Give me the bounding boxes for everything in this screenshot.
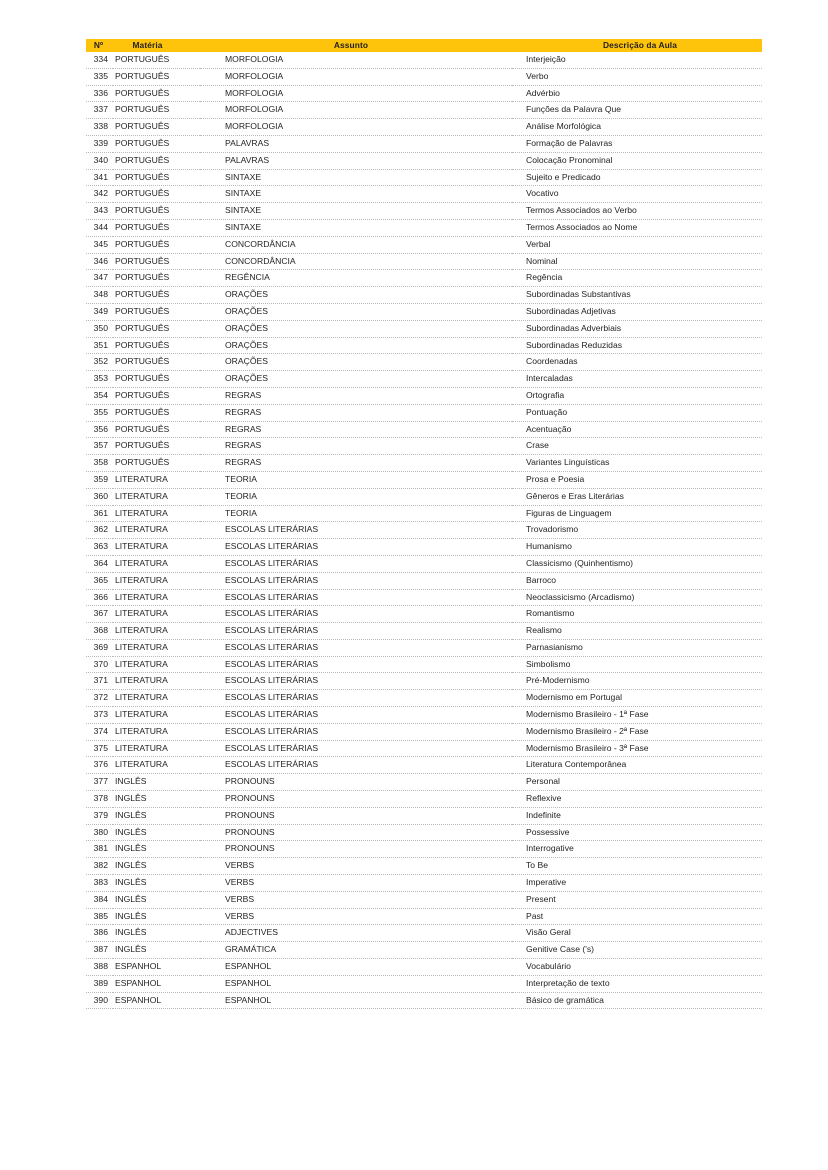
cell-numero: 366: [86, 589, 113, 606]
cell-descricao: Vocabulário: [512, 959, 762, 976]
cell-numero: 353: [86, 371, 113, 388]
table-row: [86, 203, 762, 220]
cell-assunto: ORAÇÕES: [200, 303, 512, 320]
table-row: [86, 623, 762, 640]
cell-materia: INGLÊS: [113, 942, 200, 959]
cell-assunto: ESCOLAS LITERÁRIAS: [200, 572, 512, 589]
cell-numero: 337: [86, 102, 113, 119]
cell-numero: 372: [86, 690, 113, 707]
cell-numero: 370: [86, 656, 113, 673]
cell-numero: 371: [86, 673, 113, 690]
cell-assunto: VERBS: [200, 858, 512, 875]
table-row: [86, 707, 762, 724]
cell-descricao: Neoclassicismo (Arcadismo): [512, 589, 762, 606]
table-row: [86, 690, 762, 707]
cell-assunto: PALAVRAS: [200, 135, 512, 152]
cell-numero: 367: [86, 606, 113, 623]
cell-materia: PORTUGUÊS: [113, 337, 200, 354]
cell-materia: PORTUGUÊS: [113, 186, 200, 203]
cell-assunto: GRAMÁTICA: [200, 942, 512, 959]
cell-assunto: ESCOLAS LITERÁRIAS: [200, 639, 512, 656]
cell-materia: INGLÊS: [113, 925, 200, 942]
cell-numero: 362: [86, 522, 113, 539]
table-row: [86, 875, 762, 892]
table-row: [86, 606, 762, 623]
table-row: [86, 102, 762, 119]
cell-materia: LITERATURA: [113, 539, 200, 556]
cell-materia: LITERATURA: [113, 757, 200, 774]
cell-numero: 346: [86, 253, 113, 270]
table-row: [86, 572, 762, 589]
cell-numero: 390: [86, 992, 113, 1009]
cell-numero: 387: [86, 942, 113, 959]
cell-descricao: Past: [512, 908, 762, 925]
cell-descricao: Regência: [512, 270, 762, 287]
cell-materia: LITERATURA: [113, 639, 200, 656]
column-header-materia: Matéria: [113, 39, 200, 52]
cell-materia: LITERATURA: [113, 522, 200, 539]
cell-descricao: Romantismo: [512, 606, 762, 623]
cell-descricao: Indefinite: [512, 807, 762, 824]
cell-materia: PORTUGUÊS: [113, 270, 200, 287]
cell-assunto: MORFOLOGIA: [200, 85, 512, 102]
cell-assunto: PRONOUNS: [200, 791, 512, 808]
table-row: [86, 270, 762, 287]
cell-descricao: Verbal: [512, 236, 762, 253]
table-row: [86, 555, 762, 572]
cell-materia: PORTUGUÊS: [113, 287, 200, 304]
cell-assunto: SINTAXE: [200, 169, 512, 186]
table-row: [86, 774, 762, 791]
cell-assunto: MORFOLOGIA: [200, 119, 512, 136]
cell-materia: INGLÊS: [113, 774, 200, 791]
table-row: [86, 455, 762, 472]
cell-descricao: Vocativo: [512, 186, 762, 203]
column-header-numero: Nº: [86, 39, 113, 52]
cell-materia: PORTUGUÊS: [113, 421, 200, 438]
cell-descricao: Interpretação de texto: [512, 975, 762, 992]
cell-assunto: ORAÇÕES: [200, 337, 512, 354]
table-row: [86, 387, 762, 404]
cell-materia: PORTUGUÊS: [113, 85, 200, 102]
cell-numero: 385: [86, 908, 113, 925]
cell-descricao: Advérbio: [512, 85, 762, 102]
cell-numero: 344: [86, 219, 113, 236]
cell-numero: 363: [86, 539, 113, 556]
cell-numero: 334: [86, 52, 113, 68]
table-row: [86, 186, 762, 203]
cell-numero: 345: [86, 236, 113, 253]
cell-materia: ESPANHOL: [113, 992, 200, 1009]
cell-materia: LITERATURA: [113, 623, 200, 640]
cell-assunto: PRONOUNS: [200, 824, 512, 841]
cell-numero: 336: [86, 85, 113, 102]
cell-descricao: Modernismo Brasileiro - 3ª Fase: [512, 740, 762, 757]
cell-materia: PORTUGUÊS: [113, 102, 200, 119]
cell-numero: 376: [86, 757, 113, 774]
cell-materia: LITERATURA: [113, 606, 200, 623]
cell-numero: 383: [86, 875, 113, 892]
table-row: [86, 589, 762, 606]
cell-materia: LITERATURA: [113, 471, 200, 488]
cell-descricao: Prosa e Poesia: [512, 471, 762, 488]
cell-numero: 377: [86, 774, 113, 791]
table-row: [86, 371, 762, 388]
cell-assunto: VERBS: [200, 875, 512, 892]
cell-assunto: ESPANHOL: [200, 992, 512, 1009]
cell-materia: INGLÊS: [113, 875, 200, 892]
cell-materia: INGLÊS: [113, 858, 200, 875]
table-header: [86, 39, 762, 52]
cell-descricao: Classicismo (Quinhentismo): [512, 555, 762, 572]
table-row: [86, 824, 762, 841]
cell-numero: 354: [86, 387, 113, 404]
table-row: [86, 471, 762, 488]
table-row: [86, 135, 762, 152]
cell-materia: PORTUGUÊS: [113, 152, 200, 169]
table-row: [86, 303, 762, 320]
cell-materia: LITERATURA: [113, 555, 200, 572]
cell-assunto: ESCOLAS LITERÁRIAS: [200, 707, 512, 724]
table-row: [86, 975, 762, 992]
cell-assunto: SINTAXE: [200, 219, 512, 236]
cell-descricao: Figuras de Linguagem: [512, 505, 762, 522]
cell-assunto: ESCOLAS LITERÁRIAS: [200, 656, 512, 673]
cell-assunto: MORFOLOGIA: [200, 102, 512, 119]
table-header-row: [86, 39, 762, 52]
cell-assunto: MORFOLOGIA: [200, 68, 512, 85]
cell-numero: 386: [86, 925, 113, 942]
cell-materia: ESPANHOL: [113, 975, 200, 992]
cell-descricao: Reflexive: [512, 791, 762, 808]
cell-assunto: TEORIA: [200, 471, 512, 488]
cell-assunto: VERBS: [200, 908, 512, 925]
cell-assunto: PRONOUNS: [200, 807, 512, 824]
cell-descricao: Modernismo Brasileiro - 2ª Fase: [512, 723, 762, 740]
cell-assunto: ADJECTIVES: [200, 925, 512, 942]
cell-numero: 339: [86, 135, 113, 152]
table-row: [86, 925, 762, 942]
cell-materia: LITERATURA: [113, 505, 200, 522]
cell-numero: 373: [86, 707, 113, 724]
cell-descricao: Barroco: [512, 572, 762, 589]
cell-descricao: Subordinadas Substantivas: [512, 287, 762, 304]
cell-descricao: Termos Associados ao Verbo: [512, 203, 762, 220]
cell-numero: 351: [86, 337, 113, 354]
cell-assunto: ORAÇÕES: [200, 320, 512, 337]
cell-descricao: Pontuação: [512, 404, 762, 421]
cell-descricao: Literatura Contemporânea: [512, 757, 762, 774]
cell-numero: 374: [86, 723, 113, 740]
cell-materia: INGLÊS: [113, 841, 200, 858]
cell-numero: 359: [86, 471, 113, 488]
cell-materia: PORTUGUÊS: [113, 320, 200, 337]
cell-assunto: ESCOLAS LITERÁRIAS: [200, 757, 512, 774]
column-header-assunto: Assunto: [200, 39, 512, 52]
cell-descricao: Coordenadas: [512, 354, 762, 371]
cell-materia: PORTUGUÊS: [113, 52, 200, 68]
cell-assunto: ESPANHOL: [200, 975, 512, 992]
cell-descricao: Ortografia: [512, 387, 762, 404]
cell-descricao: Modernismo Brasileiro - 1ª Fase: [512, 707, 762, 724]
table-row: [86, 68, 762, 85]
cell-numero: 350: [86, 320, 113, 337]
cell-descricao: Termos Associados ao Nome: [512, 219, 762, 236]
cell-numero: 340: [86, 152, 113, 169]
cell-assunto: ESCOLAS LITERÁRIAS: [200, 690, 512, 707]
table-row: [86, 85, 762, 102]
cell-assunto: SINTAXE: [200, 186, 512, 203]
table-row: [86, 152, 762, 169]
cell-numero: 349: [86, 303, 113, 320]
cell-assunto: PALAVRAS: [200, 152, 512, 169]
cell-materia: PORTUGUÊS: [113, 438, 200, 455]
cell-assunto: ESCOLAS LITERÁRIAS: [200, 723, 512, 740]
table-row: [86, 438, 762, 455]
cell-materia: PORTUGUÊS: [113, 68, 200, 85]
cell-materia: LITERATURA: [113, 673, 200, 690]
cell-descricao: Humanismo: [512, 539, 762, 556]
cell-assunto: REGRAS: [200, 404, 512, 421]
table-row: [86, 791, 762, 808]
cell-materia: PORTUGUÊS: [113, 169, 200, 186]
cell-assunto: ESCOLAS LITERÁRIAS: [200, 522, 512, 539]
cell-numero: 384: [86, 891, 113, 908]
table-row: [86, 287, 762, 304]
cell-assunto: ESCOLAS LITERÁRIAS: [200, 539, 512, 556]
curriculum-table-container: [86, 39, 762, 1009]
table-row: [86, 807, 762, 824]
cell-numero: 378: [86, 791, 113, 808]
cell-assunto: SINTAXE: [200, 203, 512, 220]
cell-assunto: MORFOLOGIA: [200, 52, 512, 68]
cell-descricao: Present: [512, 891, 762, 908]
cell-descricao: Parnasianismo: [512, 639, 762, 656]
cell-descricao: To Be: [512, 858, 762, 875]
curriculum-table: [86, 39, 762, 1009]
table-row: [86, 858, 762, 875]
cell-materia: PORTUGUÊS: [113, 253, 200, 270]
cell-numero: 357: [86, 438, 113, 455]
table-row: [86, 404, 762, 421]
cell-assunto: CONCORDÂNCIA: [200, 236, 512, 253]
cell-numero: 375: [86, 740, 113, 757]
cell-numero: 381: [86, 841, 113, 858]
cell-materia: PORTUGUÊS: [113, 354, 200, 371]
table-row: [86, 639, 762, 656]
cell-descricao: Imperative: [512, 875, 762, 892]
cell-assunto: ESCOLAS LITERÁRIAS: [200, 740, 512, 757]
cell-materia: PORTUGUÊS: [113, 203, 200, 220]
cell-descricao: Básico de gramática: [512, 992, 762, 1009]
table-row: [86, 539, 762, 556]
cell-descricao: Análise Morfológica: [512, 119, 762, 136]
table-row: [86, 891, 762, 908]
table-row: [86, 959, 762, 976]
cell-descricao: Possessive: [512, 824, 762, 841]
cell-numero: 361: [86, 505, 113, 522]
cell-materia: PORTUGUÊS: [113, 303, 200, 320]
cell-numero: 365: [86, 572, 113, 589]
cell-materia: PORTUGUÊS: [113, 236, 200, 253]
cell-descricao: Verbo: [512, 68, 762, 85]
cell-materia: LITERATURA: [113, 589, 200, 606]
cell-assunto: ESCOLAS LITERÁRIAS: [200, 606, 512, 623]
cell-assunto: REGRAS: [200, 455, 512, 472]
cell-numero: 379: [86, 807, 113, 824]
cell-descricao: Visão Geral: [512, 925, 762, 942]
cell-materia: INGLÊS: [113, 824, 200, 841]
cell-materia: PORTUGUÊS: [113, 119, 200, 136]
cell-numero: 360: [86, 488, 113, 505]
cell-descricao: Personal: [512, 774, 762, 791]
cell-numero: 342: [86, 186, 113, 203]
table-row: [86, 219, 762, 236]
cell-assunto: ESCOLAS LITERÁRIAS: [200, 555, 512, 572]
table-row: [86, 942, 762, 959]
cell-assunto: TEORIA: [200, 488, 512, 505]
cell-descricao: Realismo: [512, 623, 762, 640]
cell-assunto: ESCOLAS LITERÁRIAS: [200, 673, 512, 690]
cell-descricao: Simbolismo: [512, 656, 762, 673]
table-body: [86, 52, 762, 1009]
cell-assunto: PRONOUNS: [200, 841, 512, 858]
table-row: [86, 505, 762, 522]
cell-materia: ESPANHOL: [113, 959, 200, 976]
cell-descricao: Subordinadas Adverbiais: [512, 320, 762, 337]
table-row: [86, 253, 762, 270]
cell-numero: 343: [86, 203, 113, 220]
cell-assunto: REGRAS: [200, 421, 512, 438]
cell-descricao: Subordinadas Adjetivas: [512, 303, 762, 320]
cell-assunto: ORAÇÕES: [200, 371, 512, 388]
cell-numero: 356: [86, 421, 113, 438]
cell-numero: 335: [86, 68, 113, 85]
cell-assunto: REGRAS: [200, 387, 512, 404]
cell-materia: LITERATURA: [113, 572, 200, 589]
cell-assunto: PRONOUNS: [200, 774, 512, 791]
cell-descricao: Gêneros e Eras Literárias: [512, 488, 762, 505]
table-row: [86, 52, 762, 68]
cell-assunto: ESCOLAS LITERÁRIAS: [200, 589, 512, 606]
table-row: [86, 169, 762, 186]
cell-assunto: ESCOLAS LITERÁRIAS: [200, 623, 512, 640]
cell-descricao: Trovadorismo: [512, 522, 762, 539]
cell-numero: 369: [86, 639, 113, 656]
table-row: [86, 522, 762, 539]
cell-descricao: Crase: [512, 438, 762, 455]
cell-descricao: Modernismo em Portugal: [512, 690, 762, 707]
cell-materia: LITERATURA: [113, 707, 200, 724]
cell-assunto: ORAÇÕES: [200, 287, 512, 304]
cell-descricao: Formação de Palavras: [512, 135, 762, 152]
cell-numero: 352: [86, 354, 113, 371]
cell-assunto: ORAÇÕES: [200, 354, 512, 371]
cell-descricao: Nominal: [512, 253, 762, 270]
cell-numero: 341: [86, 169, 113, 186]
cell-assunto: TEORIA: [200, 505, 512, 522]
cell-materia: LITERATURA: [113, 656, 200, 673]
cell-numero: 389: [86, 975, 113, 992]
table-row: [86, 723, 762, 740]
column-header-descricao: Descrição da Aula: [512, 39, 762, 52]
cell-assunto: REGÊNCIA: [200, 270, 512, 287]
table-row: [86, 908, 762, 925]
cell-materia: PORTUGUÊS: [113, 404, 200, 421]
table-row: [86, 757, 762, 774]
cell-descricao: Interrogative: [512, 841, 762, 858]
cell-materia: INGLÊS: [113, 807, 200, 824]
cell-materia: LITERATURA: [113, 723, 200, 740]
cell-materia: INGLÊS: [113, 791, 200, 808]
cell-materia: PORTUGUÊS: [113, 135, 200, 152]
cell-materia: LITERATURA: [113, 488, 200, 505]
cell-numero: 388: [86, 959, 113, 976]
cell-descricao: Funções da Palavra Que: [512, 102, 762, 119]
table-row: [86, 656, 762, 673]
table-row: [86, 354, 762, 371]
cell-descricao: Intercaladas: [512, 371, 762, 388]
cell-numero: 355: [86, 404, 113, 421]
cell-numero: 338: [86, 119, 113, 136]
cell-descricao: Colocação Pronominal: [512, 152, 762, 169]
cell-numero: 348: [86, 287, 113, 304]
cell-descricao: Sujeito e Predicado: [512, 169, 762, 186]
cell-numero: 358: [86, 455, 113, 472]
cell-materia: PORTUGUÊS: [113, 387, 200, 404]
cell-descricao: Genitive Case ('s): [512, 942, 762, 959]
table-row: [86, 673, 762, 690]
cell-descricao: Variantes Linguísticas: [512, 455, 762, 472]
table-row: [86, 236, 762, 253]
cell-descricao: Pré-Modernismo: [512, 673, 762, 690]
cell-materia: LITERATURA: [113, 690, 200, 707]
cell-materia: LITERATURA: [113, 740, 200, 757]
cell-materia: INGLÊS: [113, 891, 200, 908]
table-row: [86, 992, 762, 1009]
cell-materia: PORTUGUÊS: [113, 455, 200, 472]
cell-materia: PORTUGUÊS: [113, 219, 200, 236]
cell-descricao: Acentuação: [512, 421, 762, 438]
table-row: [86, 841, 762, 858]
cell-assunto: ESPANHOL: [200, 959, 512, 976]
cell-numero: 368: [86, 623, 113, 640]
table-row: [86, 337, 762, 354]
cell-numero: 382: [86, 858, 113, 875]
cell-numero: 347: [86, 270, 113, 287]
cell-materia: PORTUGUÊS: [113, 371, 200, 388]
cell-assunto: REGRAS: [200, 438, 512, 455]
cell-numero: 380: [86, 824, 113, 841]
cell-materia: INGLÊS: [113, 908, 200, 925]
table-row: [86, 421, 762, 438]
cell-descricao: Interjeição: [512, 52, 762, 68]
cell-assunto: VERBS: [200, 891, 512, 908]
cell-assunto: CONCORDÂNCIA: [200, 253, 512, 270]
cell-descricao: Subordinadas Reduzidas: [512, 337, 762, 354]
table-row: [86, 740, 762, 757]
cell-numero: 364: [86, 555, 113, 572]
table-row: [86, 488, 762, 505]
table-row: [86, 119, 762, 136]
table-row: [86, 320, 762, 337]
